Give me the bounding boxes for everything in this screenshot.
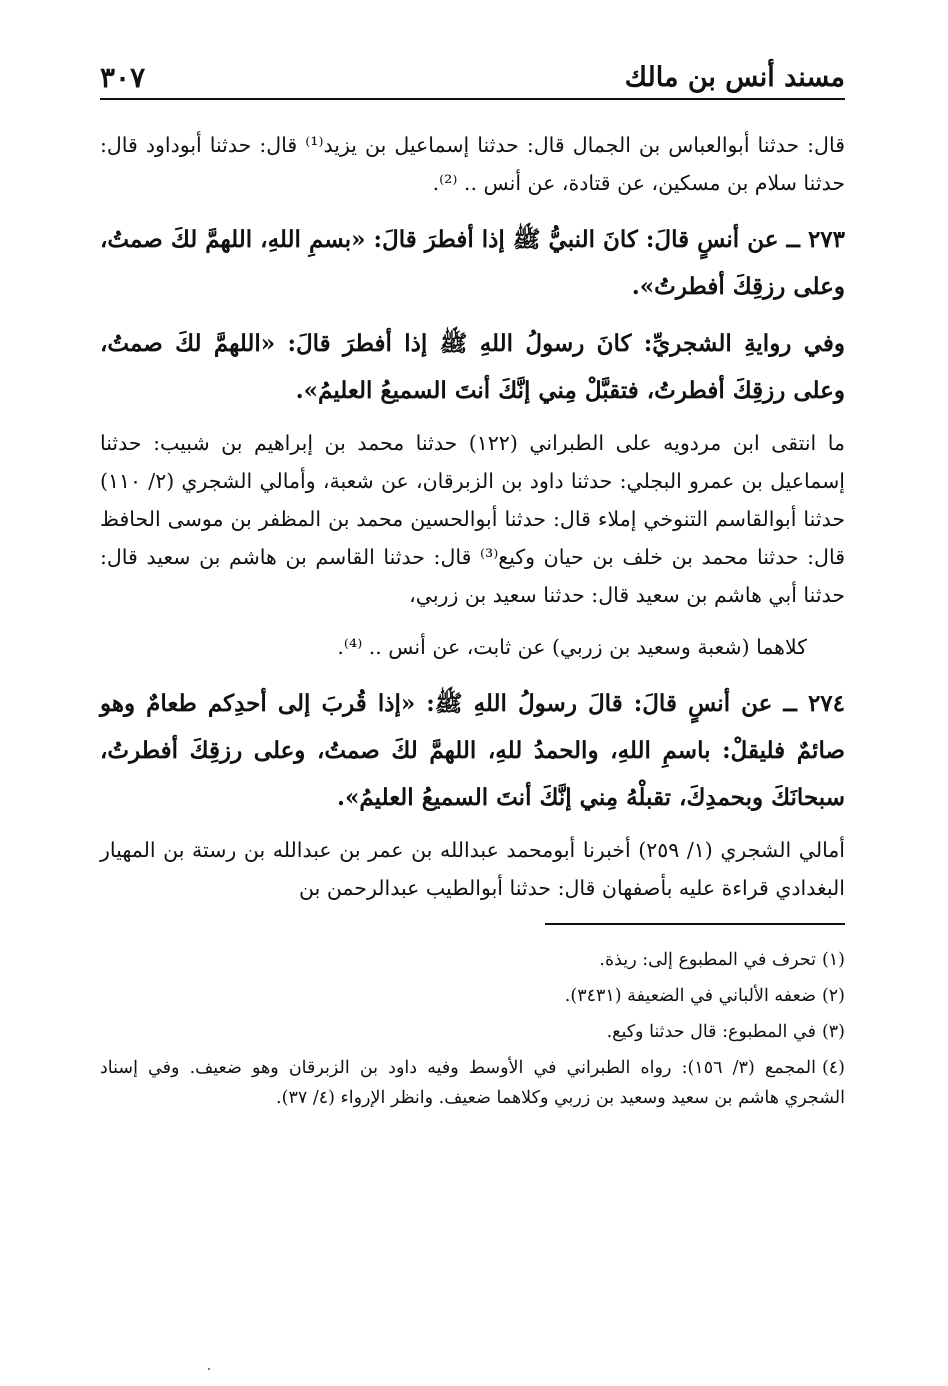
isnad-paragraph: كلاهما (شعبة وسعيد بن زربي) عن ثابت، عن أنس .. ⁽⁴⁾. <box>337 635 807 659</box>
footnote-text: ضعفه الألباني في الضعيفة (٣٤٣١). <box>564 986 816 1006</box>
footnote <box>100 981 845 1011</box>
footnote-number: (٤) <box>821 1058 845 1078</box>
page-number: ٣٠٧ <box>100 61 146 94</box>
footnote-text: تحرف في المطبوع إلى: ريذة. <box>599 950 816 970</box>
isnad-paragraph: قال: حدثنا أبوالعباس بن الجمال قال: حدثنا إسماعيل بن يزيد⁽¹⁾ قال: حدثنا أبوداود قال: حدثنا سلام بن مسكين، عن قتادة، عن أنس .. ⁽²⁾. <box>100 133 845 195</box>
main-text <box>100 126 845 907</box>
footnote-number: (١) <box>821 950 845 970</box>
book-title: مسند أنس بن مالك <box>624 62 845 93</box>
footnote <box>100 1053 845 1113</box>
footnote <box>100 945 845 975</box>
footnote-number: (٣) <box>821 1022 845 1042</box>
footnote <box>100 1017 845 1047</box>
scan-speck <box>208 1368 210 1370</box>
footnote-separator <box>545 923 845 925</box>
footnote-number: (٢) <box>821 986 845 1006</box>
running-head <box>100 58 845 100</box>
footnotes <box>100 945 845 1113</box>
footnote-text: المجمع (٣/ ١٥٦): رواه الطبراني في الأوسط وفيه داود بن الزبرقان وهو ضعيف. وفي إسناد الشجري هاشم بن سعيد وسعيد بن زربي وكلاهما ضعيف. وانظر الإرواء (٤/ ٣٧). <box>100 1058 845 1108</box>
hadith-274: ٢٧٤ ــ عن أنسٍ قالَ: قالَ رسولُ اللهِ ﷺ: «إذا قُربَ إلى أحدِكم طعامٌ وهو صائمٌ فليقلْ: باسمِ اللهِ، والحمدُ للهِ، اللهمَّ لكَ صمتُ، وعلى رزقِكَ أفطرتُ، سبحانَكَ وبحمدِكَ، تقبلْهُ مِني إنَّكَ أنتَ السميعُ العليمُ». <box>100 690 845 811</box>
isnad-paragraph: أمالي الشجري (١/ ٢٥٩) أخبرنا أبومحمد عبدالله بن عمر بن عبدالله بن رستة بن المهيار البغدادي قراءة عليه بأصفهان قال: حدثنا أبوالطيب عبدالرحمن بن <box>100 838 845 900</box>
hadith-273: ٢٧٣ ــ عن أنسٍ قالَ: كانَ النبيُّ ﷺ إذا أفطرَ قالَ: «بسمِ اللهِ، اللهمَّ لكَ صمتُ، وعلى رزقِكَ أفطرتُ». <box>100 226 845 300</box>
isnad-paragraph: ما انتقى ابن مردويه على الطبراني (١٢٢) حدثنا محمد بن إبراهيم بن شبيب: حدثنا إسماعيل بن عمرو البجلي: حدثنا داود بن الزبرقان، عن شعبة، وأمالي الشجري (٢/ ١١٠) حدثنا أبوالقاسم التنوخي إملاء قال: حدثنا أبوالحسين محمد بن المظفر بن موسى الحافظ قال: حدثنا محمد بن خلف بن حيان وكيع⁽³⁾ قال: حدثنا القاسم بن هاشم بن سعيد قال: حدثنا أبي هاشم بن سعيد قال: حدثنا سعيد بن زربي، <box>100 431 846 607</box>
book-page <box>100 58 845 1358</box>
hadith-273-variant: وفي روايةِ الشجريِّ: كانَ رسولُ اللهِ ﷺ إذا أفطرَ قالَ: «اللهمَّ لكَ صمتُ، وعلى رزقِكَ أفطرتُ، فتقبَّلْ مِني إنَّكَ أنتَ السميعُ العليمُ». <box>100 330 845 404</box>
footnote-text: في المطبوع: قال حدثنا وكيع. <box>606 1022 816 1042</box>
